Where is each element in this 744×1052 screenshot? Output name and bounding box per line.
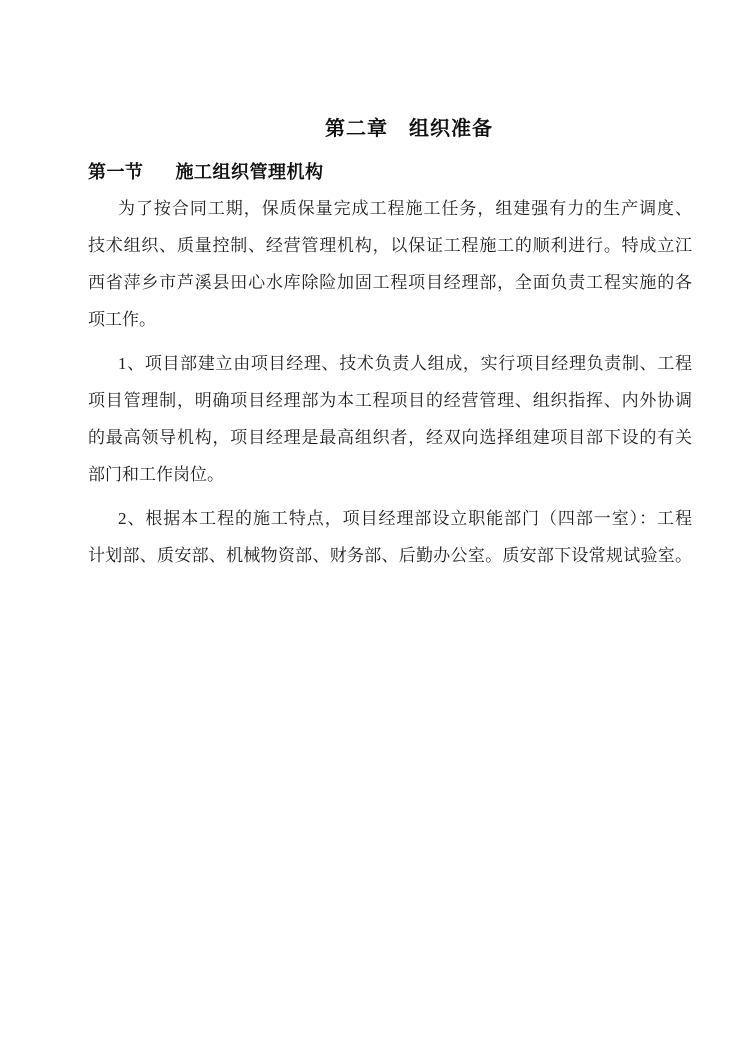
text-line: 1、项目部建立由项目经理、技术负责人组成，实行项目经理负责制、工程 <box>118 354 692 373</box>
text-line: 项工作。 <box>88 310 156 329</box>
text-line: 项目管理制，明确项目经理部为本工程项目的经营管理、组织指挥、内外协调 <box>88 391 692 410</box>
text-line: 2、根据本工程的施工特点，项目经理部设立职能部门（四部一室）：工程 <box>118 509 692 528</box>
section-title: 施工组织管理机构 <box>175 162 324 182</box>
text-line: 西省萍乡市芦溪县田心水库除险加固工程项目经理部，全面负责工程实施的各 <box>88 273 692 292</box>
text-line: 的最高领导机构，项目经理是最高组织者，经双向选择组建项目部下设的有关 <box>88 428 692 447</box>
text-line: 技术组织、质量控制、经营管理机构，以保证工程施工的顺利进行。特成立江 <box>88 236 692 255</box>
paragraph <box>88 345 692 493</box>
paragraph <box>88 500 692 574</box>
document-content <box>88 0 692 581</box>
paragraph <box>88 190 692 338</box>
chapter-title: 第二章 组织准备 <box>325 118 493 140</box>
text-line: 为了按合同工期，保质保量完成工程施工任务，组建强有力的生产调度、 <box>118 199 692 218</box>
section-number: 第一节 <box>88 162 144 182</box>
text-line: 计划部、质安部、机械物资部、财务部、后勤办公室。质安部下设常规试验室。 <box>88 546 692 565</box>
section-heading <box>88 159 692 186</box>
text-line: 部门和工作岗位。 <box>88 465 224 484</box>
